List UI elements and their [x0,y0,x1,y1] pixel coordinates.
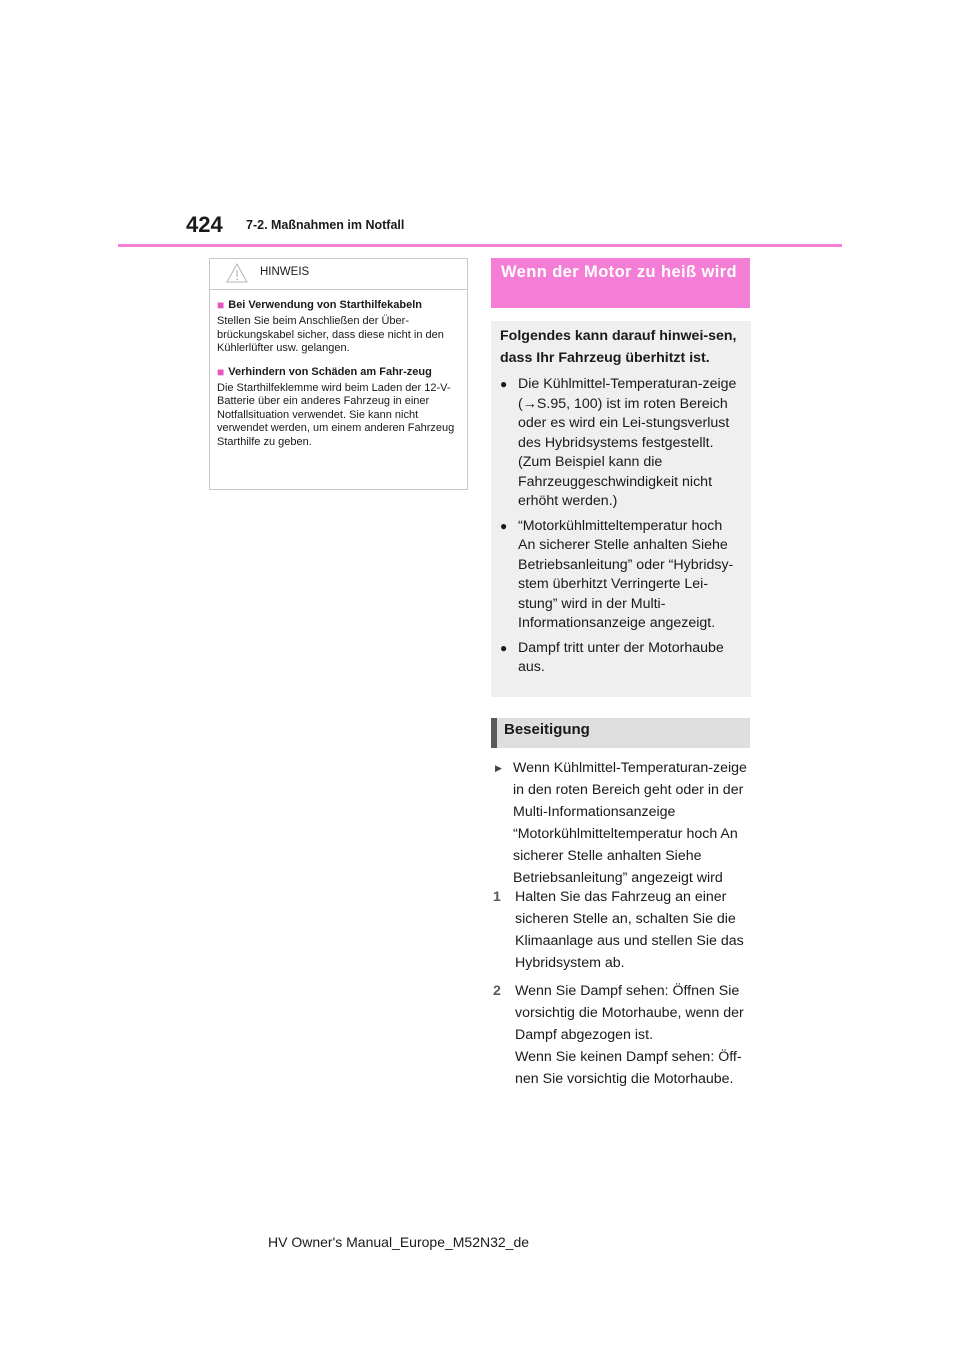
warning-icon [226,263,248,283]
triangle-right-icon: ▶ [495,763,502,773]
square-bullet-icon: ■ [217,298,225,312]
list-item: ● Die Kühlmittel-Temperaturan-zeige (→S.95, 100) ist im roten Bereich oder es wird ein Lei-stungsverlust des Hybridsystems festgestellt. (Zum Beispiel kann die Fahrzeuggeschwindigkeit nicht erhöht werden.) [500,375,741,512]
step-item [491,980,753,1090]
notice-box [209,258,468,490]
symptoms-intro: Folgendes kann darauf hinwei-sen, dass Ihr Fahrzeug überhitzt ist. [500,328,737,366]
symptoms-box [491,321,751,697]
notice-item-text: Stellen Sie beim Anschließen der Über-brückungskabel sicher, dass diese nicht in den Kühlerlüfter usw. gelangen. [217,315,444,354]
bullet-icon: ● [500,640,508,655]
notice-item-text: Die Starthilfeklemme wird beim Laden der 12-V-Batterie über ein anderes Fahrzeug in einer Notfallsituation verwendet. Sie kann nicht verwendet werden, um einem anderen Fahrzeug Starthilfe zu geben. [217,381,455,448]
step-text: Halten Sie das Fahrzeug an einer sicheren Stelle an, schalten Sie die Klimaanlage aus und stellen Sie das Hybridsystem ab. [515,889,744,971]
notice-item-heading: ■ Bei Verwendung von Starthilfekabeln [217,298,423,312]
page-number: 424 [186,212,223,237]
step-text: Wenn Sie Dampf sehen: Öffnen Sie vorsichtig die Motorhaube, wenn der Dampf abgezogen ist. [515,983,744,1043]
bullet-icon: ● [500,518,508,533]
step-text-alt: Wenn Sie keinen Dampf sehen: Öff-nen Sie vorsichtig die Motorhaube. [515,1049,742,1087]
condition-item: ▶ Wenn Kühlmittel-Temperaturan-zeige in den roten Bereich geht oder in der Multi-Informationsanzeige “Motorkühlmitteltemperatur hoch An sicherer Stelle anhalten Siehe Betriebsanleitung” angezeigt wird [491,757,753,889]
section-heading: Wenn der Motor zu heiß wird [491,258,750,308]
list-item: ● Dampf tritt unter der Motorhaube aus. [500,639,741,678]
subsection-heading: Beseitigung [491,718,750,748]
notice-header [210,259,467,290]
notice-item-heading: ■ Verhindern von Schäden am Fahr-zeug [217,364,432,379]
step-number: 2 [493,983,501,999]
list-item: ● “Motorkühlmitteltemperatur hoch An sicherer Stelle anhalten Siehe Betriebsanleitung” oder “Hybridsy-stem überhitzt Verringerte Lei-stung” wird in der Multi-Informationsanzeige angezeigt. [500,517,741,634]
step-number: 1 [493,889,501,905]
notice-title: HINWEIS [260,266,310,278]
footer-text: HV Owner's Manual_Europe_M52N32_de [268,1234,530,1250]
step-item [491,886,753,974]
section-title: 7-2. Maßnahmen im Notfall [246,218,405,232]
header-divider [118,244,842,247]
square-bullet-icon: ■ [217,364,225,379]
bullet-icon: ● [500,377,508,391]
